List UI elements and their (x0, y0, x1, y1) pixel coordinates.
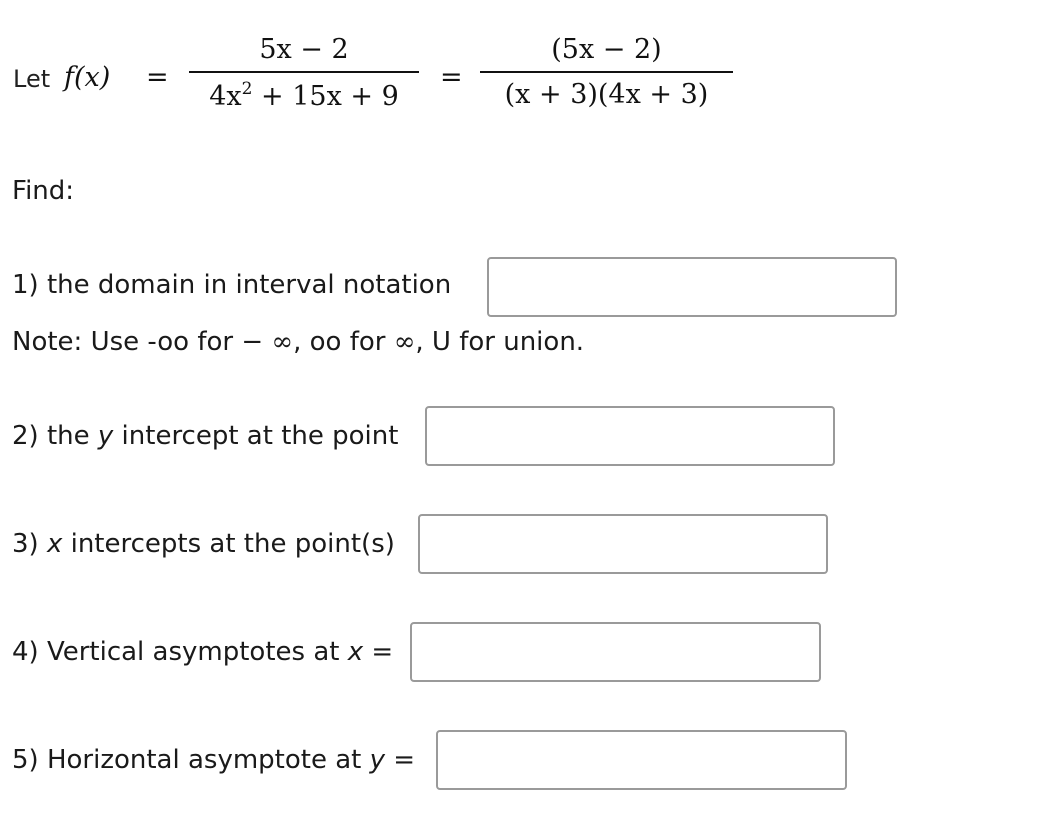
question-3-label: 3) x intercepts at the point(s) (12, 529, 395, 559)
fraction-expanded (189, 36, 419, 110)
y-intercept-answer-input[interactable] (425, 406, 835, 466)
fraction-factored (480, 36, 733, 108)
x-intercepts-answer-input[interactable] (418, 514, 828, 574)
question-5-label: 5) Horizontal asymptote at y = (12, 745, 416, 775)
fraction-factored-numerator: (5x − 2) (551, 34, 662, 65)
fraction-expanded-denominator: $4x^2 + 15x + 9$ (209, 79, 399, 112)
let-label: Let (13, 65, 51, 93)
equals-sign: = (146, 62, 169, 93)
horizontal-asymptote-answer-input[interactable] (436, 730, 847, 790)
vertical-asymptotes-answer-input[interactable] (410, 622, 821, 682)
fraction-expanded-numerator: 5x − 2 (259, 34, 349, 65)
infinity-symbol: ∞ (393, 327, 416, 357)
equals-sign-2: = (440, 62, 463, 93)
domain-answer-input[interactable] (487, 257, 897, 317)
question-1-label: 1) the domain in interval notation (12, 270, 452, 300)
note-text: Note: Use -oo for − ∞, oo for ∞, U for union. (12, 327, 585, 357)
function-name: f(x) (64, 62, 111, 93)
question-2-label: 2) the y intercept at the point (12, 421, 399, 451)
find-label: Find: (12, 176, 75, 206)
neg-infinity-symbol: − ∞ (241, 327, 294, 357)
fraction-factored-denominator: (x + 3)(4x + 3) (504, 79, 709, 110)
question-4-label: 4) Vertical asymptotes at x = (12, 637, 394, 667)
